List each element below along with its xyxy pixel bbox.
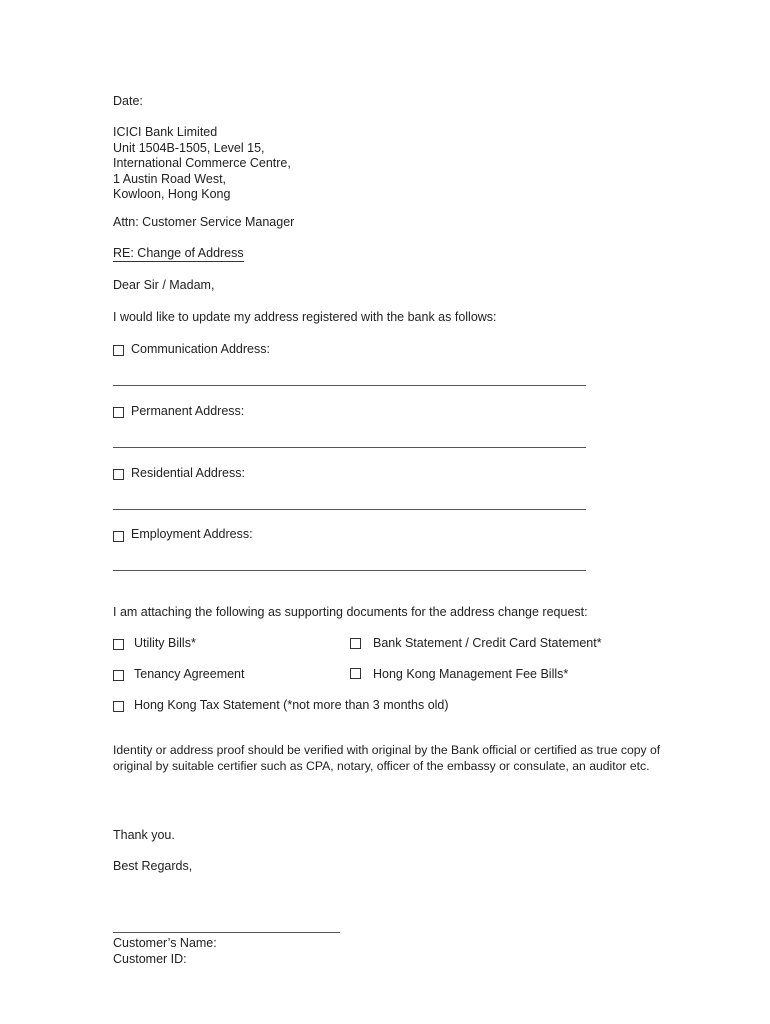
permanent-address-checkbox[interactable] [113, 407, 124, 418]
signature-block [113, 936, 217, 967]
intro-text: I would like to update my address registered with the bank as follows: [113, 310, 497, 324]
utility-bills-checkbox[interactable] [113, 639, 124, 650]
communication-address-line[interactable] [113, 385, 586, 386]
management-fee-bills-checkbox[interactable] [350, 668, 361, 679]
customer-name-label: Customer’s Name: [113, 936, 217, 950]
signature-line[interactable] [113, 932, 340, 933]
customer-id-label: Customer ID: [113, 951, 187, 966]
salutation: Dear Sir / Madam, [113, 278, 215, 292]
residential-address-line[interactable] [113, 509, 586, 510]
communication-address-label: Communication Address: [131, 342, 270, 356]
employment-address-line[interactable] [113, 570, 586, 571]
thanks-text: Thank you. [113, 828, 175, 842]
residential-address-label: Residential Address: [131, 466, 245, 480]
permanent-address-line[interactable] [113, 447, 586, 448]
utility-bills-label: Utility Bills* [134, 636, 196, 650]
recipient-line: ICICI Bank Limited [113, 125, 218, 139]
bank-statement-checkbox[interactable] [350, 638, 361, 649]
tax-statement-label: Hong Kong Tax Statement (*not more than 3 months old) [134, 698, 449, 712]
documents-intro: I am attaching the following as supporting documents for the address change request: [113, 605, 588, 619]
date-label: Date: [113, 94, 143, 108]
employment-address-label: Employment Address: [131, 527, 253, 541]
tax-statement-checkbox[interactable] [113, 701, 124, 712]
residential-address-checkbox[interactable] [113, 469, 124, 480]
recipient-line: Kowloon, Hong Kong [113, 187, 231, 202]
recipient-line: 1 Austin Road West, [113, 171, 227, 186]
management-fee-bills-label: Hong Kong Management Fee Bills* [373, 667, 569, 681]
regards-text: Best Regards, [113, 859, 193, 873]
attention-line: Attn: Customer Service Manager [113, 215, 295, 229]
employment-address-checkbox[interactable] [113, 531, 124, 542]
bank-statement-label: Bank Statement / Credit Card Statement* [373, 636, 602, 650]
tenancy-agreement-label: Tenancy Agreement [134, 667, 245, 681]
note-line: Identity or address proof should be verified with original by the Bank official or certified as true copy of [113, 743, 661, 757]
recipient-line: International Commerce Centre, [113, 156, 291, 171]
subject-line: RE: Change of Address [113, 246, 244, 260]
recipient-line: Unit 1504B-1505, Level 15, [113, 140, 265, 155]
verification-note [113, 743, 660, 774]
recipient-address [113, 125, 291, 203]
communication-address-checkbox[interactable] [113, 345, 124, 356]
permanent-address-label: Permanent Address: [131, 404, 245, 418]
note-line: original by suitable certifier such as CPA, notary, officer of the embassy or consulate, an auditor etc. [113, 758, 650, 773]
tenancy-agreement-checkbox[interactable] [113, 670, 124, 681]
